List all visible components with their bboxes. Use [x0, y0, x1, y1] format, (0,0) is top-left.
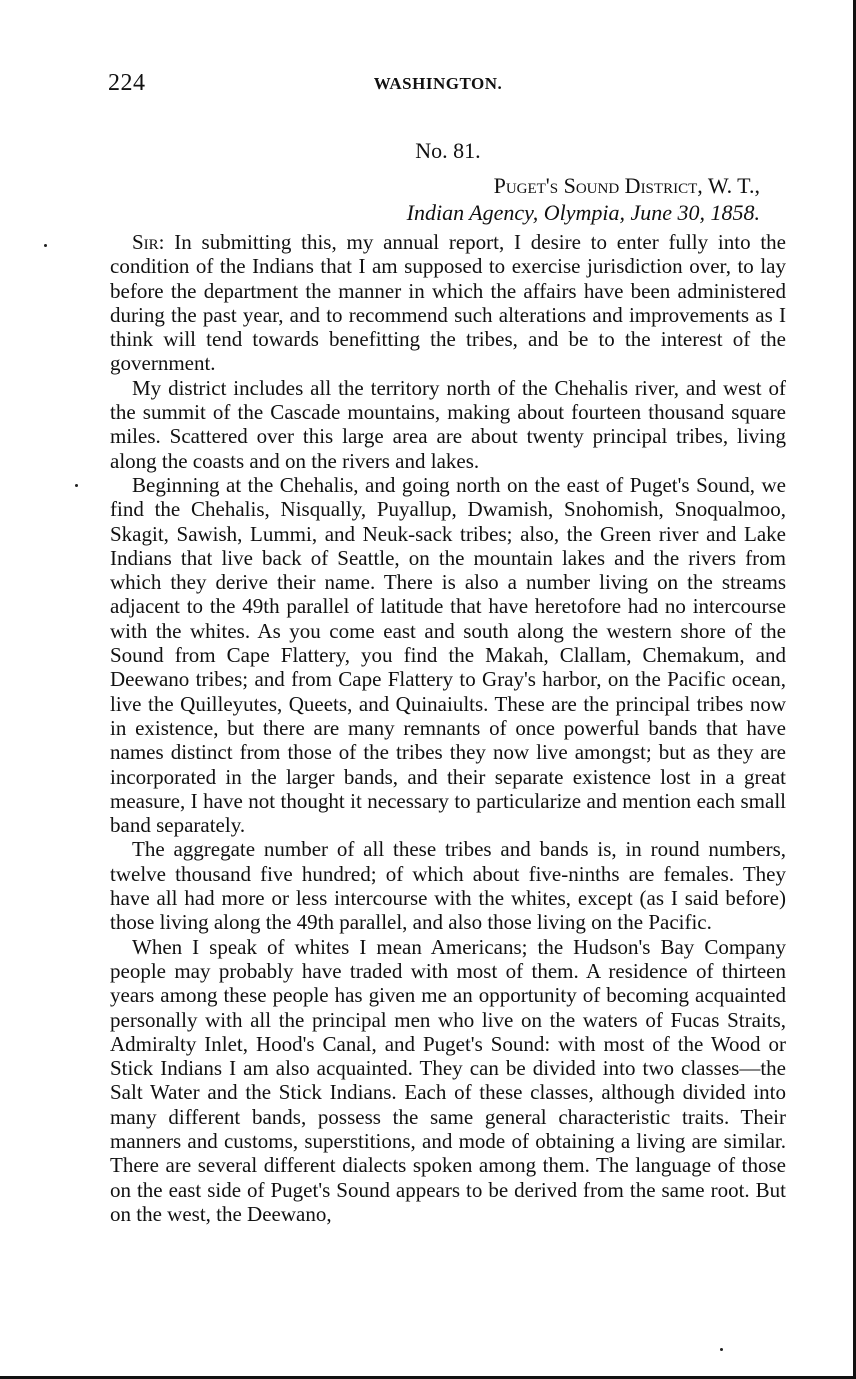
paragraph-4: The aggregate number of all these tribes and bands is, in round numbers, twelve thousand five hundred; of which about five-ninths are females. They have all had more or less intercourse with the whites, except (as I said before) those living along the 49th parallel, and also those living on the Pacific.: [110, 837, 786, 935]
paragraph-3: Beginning at the Chehalis, and going north on the east of Puget's Sound, we find the Chehalis, Nisqually, Puyallup, Dwamish, Snohomish, Snoqualmoo, Skagit, Sawish, Lummi, and Neuk-sack tribes; also, the Green river and Lake Indians that live back of Seattle, on the mountain lakes and the rivers from which they derive their name. There is also a number living on the streams adjacent to the 49th parallel of latitude that have heretofore had no intercourse with the whites. As you come east and south along the western shore of the Sound from Cape Flattery, you find the Makah, Clallam, Chemakum, and Deewano tribes; and from Cape Flattery to Gray's harbor, on the Pacific ocean, live the Quilleyutes, Queets, and Quinaiults. These are the principal tribes now in existence, but there are many remnants of once powerful bands that have names distinct from those of the tribes they now live amongst; but as they are incorporated in the larger bands, and their separate existence lost in a great measure, I have not thought it necessary to particularize and mention each small band separately.: [110, 472, 786, 838]
stray-ink-mark: [75, 484, 78, 487]
salutation: Sir:: [132, 230, 165, 254]
paragraph-1: [110, 230, 786, 376]
paragraph-5: When I speak of whites I mean Americans; the Hudson's Bay Company people may probably have traded with most of them. A residence of thirteen years among these people has given me an opportunity of becoming acquainted personally with all the principal men who live on the waters of Fucas Straits, Admiralty Inlet, Hood's Canal, and Puget's Sound: with most of the Wood or Stick Indians I am also acquainted. They can be divided into two classes—the Salt Water and the Stick Indians. Each of these classes, although divided into many different bands, possess the same general characteristic traits. Their manners and customs, superstitions, and mode of obtaining a living are similar. There are several different dialects spoken among them. The language of those on the east side of Puget's Sound appears to be derived from the same root. But on the west, the Deewano,: [110, 934, 786, 1226]
paragraph-2: My district includes all the territory north of the Chehalis river, and west of the summit of the Cascade mountains, making about fourteen thousand square miles. Scattered over this large area are about twenty principal tribes, living along the coasts and on the rivers and lakes.: [110, 375, 786, 473]
document-number: No. 81.: [415, 138, 481, 163]
stray-ink-mark: [44, 244, 47, 247]
stray-ink-mark: [720, 1348, 723, 1351]
dateline: [407, 172, 760, 226]
page-number: 224: [108, 70, 146, 96]
running-head: WASHINGTON.: [373, 74, 503, 93]
dateline-date: Indian Agency, Olympia, June 30, 1858.: [406, 200, 760, 225]
paragraph-1-text: In submitting this, my annual report, I desire to enter fully into the condition of the Indians that I am supposed to exercise jurisdiction over, to lay before the department the manner in which the affairs have been administered during the past year, and to recommend such alterations and improvements as I think will tend towards benefitting the tribes, and be to the interest of the government.: [110, 230, 786, 376]
dateline-place: Puget's Sound District, W. T.,: [493, 173, 760, 198]
report-body: [110, 230, 786, 1226]
